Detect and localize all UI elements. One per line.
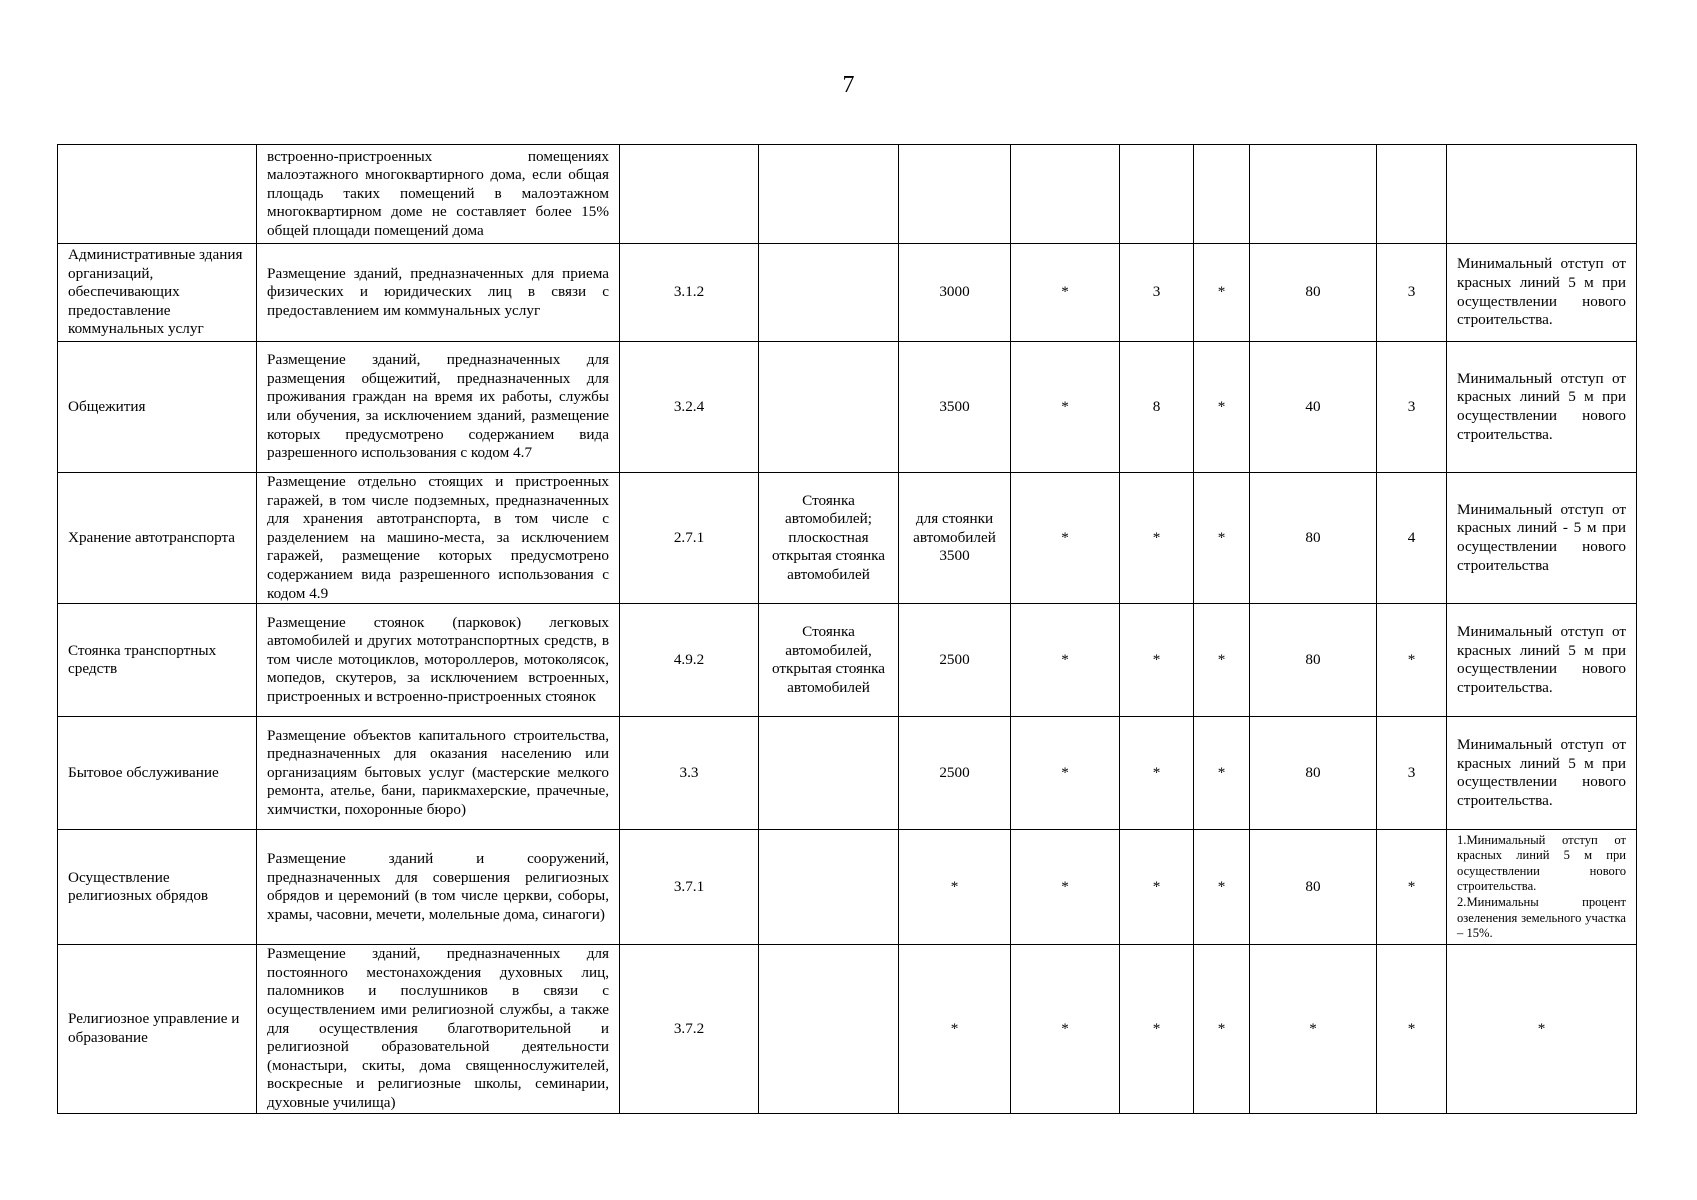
note-cell: Минимальный отступ от красных линий 5 м при осуществлении нового строительства. xyxy=(1447,244,1637,342)
use-name-cell: Религиозное управление и образование xyxy=(58,945,257,1113)
area-cell xyxy=(899,145,1011,244)
area-cell: 2500 xyxy=(899,604,1011,717)
param-cell: 3 xyxy=(1377,342,1447,473)
area-cell: для стоянки автомобилей 3500 xyxy=(899,473,1011,604)
param-cell xyxy=(1194,145,1250,244)
use-code-cell: 3.7.2 xyxy=(620,945,759,1113)
note-cell: Минимальный отступ от красных линий 5 м при осуществлении нового строительства. xyxy=(1447,342,1637,473)
param-cell: * xyxy=(1250,945,1377,1113)
param-cell: * xyxy=(1194,244,1250,342)
param-cell: * xyxy=(1011,717,1120,830)
use-code-cell: 3.1.2 xyxy=(620,244,759,342)
area-cell: 3500 xyxy=(899,342,1011,473)
auxiliary-use-cell xyxy=(759,830,899,945)
param-cell: 80 xyxy=(1250,473,1377,604)
param-cell: * xyxy=(1194,717,1250,830)
param-cell: 80 xyxy=(1250,244,1377,342)
param-cell: * xyxy=(1120,604,1194,717)
use-code-cell: 4.9.2 xyxy=(620,604,759,717)
use-description-cell: Размещение зданий, предназначенных для постоянного местонахождения духовных лиц, паломников и послушников в связи с осуществлением ими религиозной службы, а также для осуществления благотворительной и религиозной образовательной деятельности (монастыри, скиты, дома священнослужителей, воскресные и религиозные школы, семинарии, духовные училища) xyxy=(257,945,620,1113)
use-code-cell: 2.7.1 xyxy=(620,473,759,604)
param-cell: 80 xyxy=(1250,717,1377,830)
param-cell xyxy=(1250,145,1377,244)
param-cell xyxy=(1377,145,1447,244)
note-cell xyxy=(1447,830,1637,945)
note-line: 2.Минимальны процент озеленения земельного участка – 15%. xyxy=(1457,894,1626,941)
note-line: 1.Минимальный отступ от красных линий 5 м при осуществлении нового строительства. xyxy=(1457,832,1626,894)
area-cell: 2500 xyxy=(899,717,1011,830)
param-cell: 3 xyxy=(1377,244,1447,342)
note-cell xyxy=(1447,145,1637,244)
use-description-cell: встроенно-пристроенных помещениях малоэтажного многоквартирного дома, если общая площадь таких помещений в малоэтажном многоквартирном доме не составляет более 15% общей площади помещений дома xyxy=(257,145,620,244)
auxiliary-use-cell xyxy=(759,145,899,244)
param-cell: 3 xyxy=(1120,244,1194,342)
param-cell: * xyxy=(1011,830,1120,945)
param-cell: * xyxy=(1120,717,1194,830)
param-cell: 40 xyxy=(1250,342,1377,473)
use-description-cell: Размещение зданий, предназначенных для размещения общежитий, предназначенных для проживания граждан на время их работы, службы или обучения, за исключением зданий, размещение которых предусмотрено содержанием вида разрешенного использования с кодом 4.7 xyxy=(257,342,620,473)
param-cell: * xyxy=(1194,473,1250,604)
table-row xyxy=(58,945,1637,1113)
param-cell: * xyxy=(1120,473,1194,604)
area-cell: * xyxy=(899,945,1011,1113)
use-description-cell: Размещение стоянок (парковок) легковых автомобилей и других мототранспортных средств, в том числе мотоциклов, мотороллеров, мотоколясок, мопедов, скутеров, за исключением встроенных, пристроенных и встроенно-пристроенных стоянок xyxy=(257,604,620,717)
param-cell: * xyxy=(1011,244,1120,342)
use-name-cell: Административные здания организаций, обеспечивающих предоставление коммунальных услуг xyxy=(58,244,257,342)
param-cell: * xyxy=(1194,342,1250,473)
auxiliary-use-cell xyxy=(759,945,899,1113)
table-row xyxy=(58,717,1637,830)
use-name-cell: Хранение автотранспорта xyxy=(58,473,257,604)
param-cell: * xyxy=(1377,945,1447,1113)
area-cell: * xyxy=(899,830,1011,945)
use-name-cell: Стоянка транспортных средств xyxy=(58,604,257,717)
param-cell: * xyxy=(1011,342,1120,473)
param-cell: * xyxy=(1011,945,1120,1113)
use-code-cell: 3.2.4 xyxy=(620,342,759,473)
use-code-cell xyxy=(620,145,759,244)
use-name-cell: Осуществление религиозных обрядов xyxy=(58,830,257,945)
use-description-cell: Размещение отдельно стоящих и пристроенных гаражей, в том числе подземных, предназначенных для хранения автотранспорта, в том числе с разделением на машино-места, за исключением гаражей, размещение которых предусмотрено содержанием вида разрешенного использования с кодом 4.9 xyxy=(257,473,620,604)
auxiliary-use-cell xyxy=(759,342,899,473)
param-cell: 8 xyxy=(1120,342,1194,473)
note-cell: Минимальный отступ от красных линий - 5 м при осуществлении нового строительства xyxy=(1447,473,1637,604)
param-cell xyxy=(1011,145,1120,244)
param-cell: * xyxy=(1194,945,1250,1113)
table-row xyxy=(58,473,1637,604)
table-row-continuation xyxy=(58,145,1637,244)
param-cell: * xyxy=(1011,473,1120,604)
use-description-cell: Размещение объектов капитального строительства, предназначенных для оказания населению или организациям бытовых услуг (мастерские мелкого ремонта, ателье, бани, парикмахерские, прачечные, химчистки, похоронные бюро) xyxy=(257,717,620,830)
use-name-cell: Бытовое обслуживание xyxy=(58,717,257,830)
auxiliary-use-cell xyxy=(759,717,899,830)
use-code-cell: 3.7.1 xyxy=(620,830,759,945)
param-cell xyxy=(1120,145,1194,244)
param-cell: * xyxy=(1120,945,1194,1113)
use-name-cell xyxy=(58,145,257,244)
auxiliary-use-cell: Стоянка автомобилей; плоскостная открытая стоянка автомобилей xyxy=(759,473,899,604)
param-cell: * xyxy=(1377,830,1447,945)
param-cell: * xyxy=(1194,830,1250,945)
param-cell: * xyxy=(1377,604,1447,717)
page-number: 7 xyxy=(842,72,855,98)
param-cell: 80 xyxy=(1250,830,1377,945)
use-description-cell: Размещение зданий и сооружений, предназначенных для совершения религиозных обрядов и церемоний (в том числе церкви, соборы, храмы, часовни, мечети, молельные дома, синагоги) xyxy=(257,830,620,945)
auxiliary-use-cell xyxy=(759,244,899,342)
table-row xyxy=(58,830,1637,945)
use-description-cell: Размещение зданий, предназначенных для приема физических и юридических лиц в связи с предоставлением им коммунальных услуг xyxy=(257,244,620,342)
param-cell: * xyxy=(1194,604,1250,717)
note-cell: Минимальный отступ от красных линий 5 м при осуществлении нового строительства. xyxy=(1447,717,1637,830)
table-row xyxy=(58,342,1637,473)
auxiliary-use-cell: Стоянка автомобилей, открытая стоянка автомобилей xyxy=(759,604,899,717)
param-cell: 80 xyxy=(1250,604,1377,717)
use-name-cell: Общежития xyxy=(58,342,257,473)
use-code-cell: 3.3 xyxy=(620,717,759,830)
param-cell: 4 xyxy=(1377,473,1447,604)
area-cell: 3000 xyxy=(899,244,1011,342)
param-cell: * xyxy=(1120,830,1194,945)
table-row xyxy=(58,244,1637,342)
param-cell: 3 xyxy=(1377,717,1447,830)
param-cell: * xyxy=(1011,604,1120,717)
table-row xyxy=(58,604,1637,717)
note-cell: Минимальный отступ от красных линий 5 м при осуществлении нового строительства. xyxy=(1447,604,1637,717)
note-cell: * xyxy=(1447,945,1637,1113)
land-use-table xyxy=(57,144,1637,1114)
